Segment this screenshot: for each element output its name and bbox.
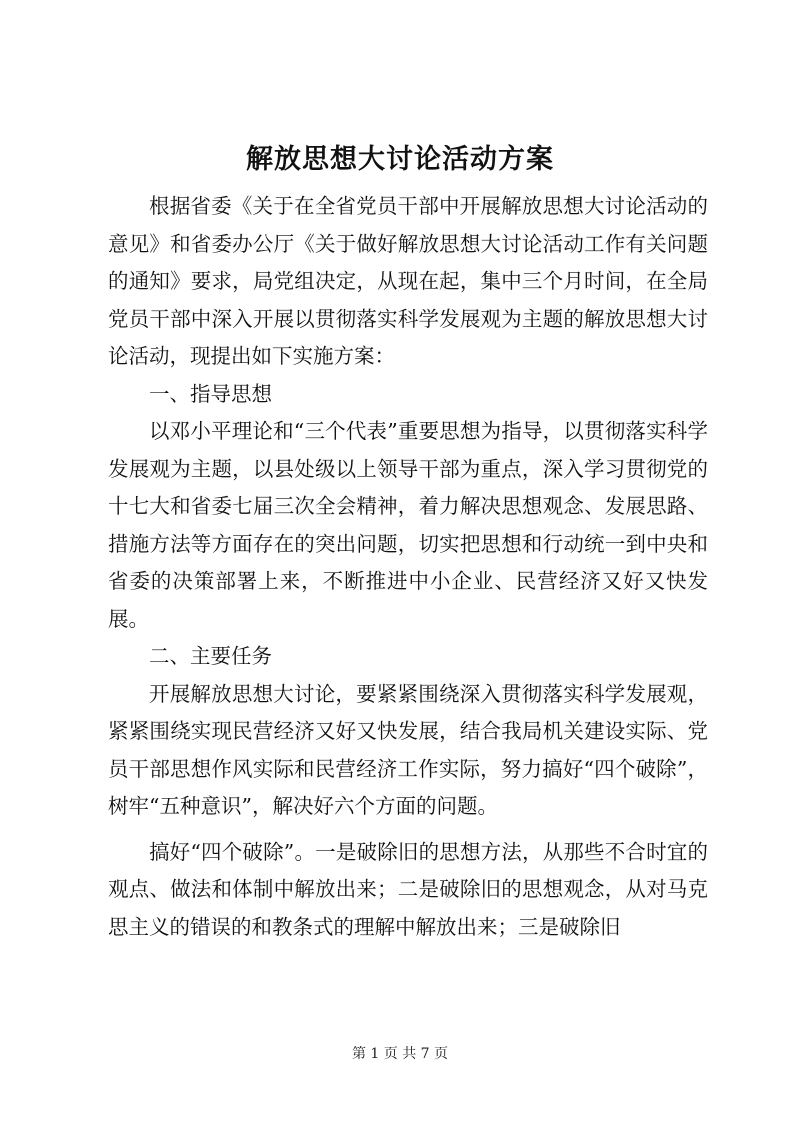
main-tasks-paragraph: 开展解放思想大讨论，要紧紧围绕深入贯彻落实科学发展观，紧紧围绕实现民营经济又好又快发展，结合我局机关建设实际、党员干部思想作风实际和民营经济工作实际，努力搞好“四个破除”，树牢“五种意识”，解决好六个方面的问题。	[108, 681, 708, 818]
document-body	[108, 188, 708, 946]
intro-paragraph: 根据省委《关于在全省党员干部中开展解放思想大讨论活动的意见》和省委办公厅《关于做好解放思想大讨论活动工作有关问题的通知》要求，局党组决定，从现在起，集中三个月时间，在全局党员干部中深入开展以贯彻落实科学发展观为主题的解放思想大讨论活动，现提出如下实施方案：	[108, 194, 708, 368]
four-breaks-paragraph: 搞好“四个破除”。一是破除旧的思想方法，从那些不合时宜的观点、做法和体制中解放出来；二是破除旧的思想观念，从对马克思主义的错误的和教条式的理解中解放出来；三是破除旧	[108, 839, 708, 939]
guiding-ideology-paragraph: 以邓小平理论和“三个代表”重要思想为指导，以贯彻落实科学发展观为主题，以县处级以上领导干部为重点，深入学习贯彻党的十七大和省委七届三次全会精神，着力解决思想观念、发展思路、措施方法等方面存在的突出问题，切实把思想和行动统一到中央和省委的决策部署上来，不断推进中小企业、民营经济又好又快发展。	[108, 419, 708, 631]
section-heading-guiding-ideology: 一、指导思想	[149, 381, 272, 406]
section-heading-main-tasks: 二、主要任务	[149, 644, 272, 668]
document-title: 解放思想大讨论活动方案	[246, 144, 554, 175]
page-number-footer: 第 1 页 共 7 页	[351, 1046, 449, 1062]
